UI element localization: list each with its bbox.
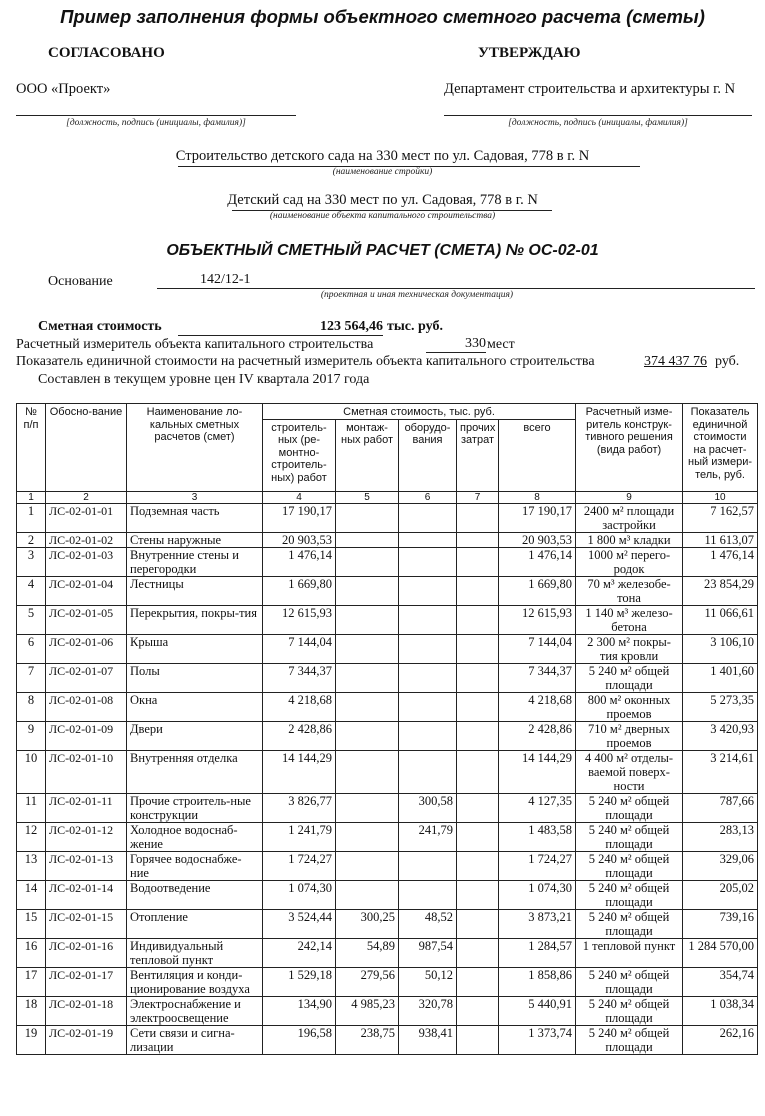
row-code: ЛС-02-01-10 (46, 750, 127, 793)
header-total: всего (499, 419, 576, 491)
table-row (17, 547, 758, 576)
row-code: ЛС-02-01-16 (46, 938, 127, 967)
row-equipment-cost: 987,54 (399, 938, 457, 967)
row-meter: 710 м² дверных проемов (576, 721, 683, 750)
row-code: ЛС-02-01-18 (46, 996, 127, 1025)
row-other-cost (457, 721, 499, 750)
row-total-cost: 3 873,21 (499, 909, 576, 938)
row-total-cost: 4 218,68 (499, 692, 576, 721)
row-total-cost: 4 127,35 (499, 793, 576, 822)
row-other-cost (457, 576, 499, 605)
row-meter: 5 240 м² общей площади (576, 1025, 683, 1054)
row-number: 4 (17, 576, 46, 605)
row-total-cost: 14 144,29 (499, 750, 576, 793)
object-caption: (наименование объекта капитального строительства) (269, 211, 496, 221)
row-total-cost: 1 483,58 (499, 822, 576, 851)
table-row (17, 692, 758, 721)
row-meter: 1 тепловой пункт (576, 938, 683, 967)
row-other-cost (457, 1025, 499, 1054)
row-number: 12 (17, 822, 46, 851)
row-construction-cost: 17 190,17 (263, 503, 336, 532)
row-mounting-cost: 4 985,23 (336, 996, 399, 1025)
row-total-cost: 7 144,04 (499, 634, 576, 663)
row-equipment-cost (399, 851, 457, 880)
header-cost-group: Сметная стоимость, тыс. руб. (263, 404, 576, 420)
basis-label: Основание (48, 274, 113, 289)
cost-unit: тыс. руб. (387, 319, 443, 334)
row-equipment-cost: 938,41 (399, 1025, 457, 1054)
row-number: 5 (17, 605, 46, 634)
row-construction-cost: 134,90 (263, 996, 336, 1025)
row-code: ЛС-02-01-09 (46, 721, 127, 750)
column-number: 2 (46, 491, 127, 503)
row-meter: 1 800 м³ кладки (576, 532, 683, 547)
row-name: Крыша (127, 634, 263, 663)
row-meter: 5 240 м² общей площади (576, 851, 683, 880)
row-equipment-cost (399, 750, 457, 793)
row-other-cost (457, 996, 499, 1025)
row-meter: 5 240 м² общей площади (576, 822, 683, 851)
row-total-cost: 7 344,37 (499, 663, 576, 692)
column-number: 3 (127, 491, 263, 503)
row-number: 13 (17, 851, 46, 880)
basis-value: 142/12-1 (200, 272, 251, 287)
row-code: ЛС-02-01-08 (46, 692, 127, 721)
row-mounting-cost (336, 793, 399, 822)
row-meter: 5 240 м² общей площади (576, 663, 683, 692)
table-row (17, 822, 758, 851)
table-row (17, 1025, 758, 1054)
row-indicator: 283,13 (683, 822, 758, 851)
row-equipment-cost: 320,78 (399, 996, 457, 1025)
row-other-cost (457, 663, 499, 692)
row-number: 3 (17, 547, 46, 576)
header-indicator: Показатель единичной стоимости на расчет-ный измери-тель, руб. (683, 404, 758, 492)
row-mounting-cost (336, 692, 399, 721)
row-number: 11 (17, 793, 46, 822)
construction-caption: (наименование стройки) (332, 167, 433, 177)
row-mounting-cost (336, 634, 399, 663)
row-other-cost (457, 532, 499, 547)
row-meter: 2 300 м² покры-тия кровли (576, 634, 683, 663)
row-construction-cost: 12 615,93 (263, 605, 336, 634)
row-indicator: 354,74 (683, 967, 758, 996)
row-other-cost (457, 880, 499, 909)
row-number: 17 (17, 967, 46, 996)
table-row (17, 663, 758, 692)
basis-caption: (проектная и иная техническая документация) (320, 290, 514, 300)
table-row (17, 909, 758, 938)
row-code: ЛС-02-01-04 (46, 576, 127, 605)
column-number: 8 (499, 491, 576, 503)
row-number: 10 (17, 750, 46, 793)
column-number: 9 (576, 491, 683, 503)
row-mounting-cost (336, 721, 399, 750)
row-code: ЛС-02-01-01 (46, 503, 127, 532)
approved-heading: УТВЕРЖДАЮ (478, 45, 581, 61)
row-total-cost: 1 284,57 (499, 938, 576, 967)
row-mounting-cost (336, 503, 399, 532)
row-equipment-cost: 241,79 (399, 822, 457, 851)
row-mounting-cost: 279,56 (336, 967, 399, 996)
row-construction-cost: 3 524,44 (263, 909, 336, 938)
row-construction-cost: 3 826,77 (263, 793, 336, 822)
row-other-cost (457, 909, 499, 938)
row-mounting-cost (336, 822, 399, 851)
row-equipment-cost (399, 880, 457, 909)
header-num: № п/п (17, 404, 46, 492)
row-mounting-cost (336, 880, 399, 909)
header-construction: строитель-ных (ре-монтно-строитель-ных) работ (263, 419, 336, 491)
row-equipment-cost (399, 692, 457, 721)
row-name: Горячее водоснабже-ние (127, 851, 263, 880)
row-construction-cost: 7 144,04 (263, 634, 336, 663)
row-code: ЛС-02-01-19 (46, 1025, 127, 1054)
table-row (17, 605, 758, 634)
construction-name: Строительство детского сада на 330 мест по ул. Садовая, 778 в г. N (175, 148, 590, 164)
row-mounting-cost: 300,25 (336, 909, 399, 938)
page-title: Пример заполнения формы объектного сметного расчета (сметы) (60, 6, 705, 27)
row-construction-cost: 1 529,18 (263, 967, 336, 996)
table-row (17, 967, 758, 996)
row-equipment-cost (399, 663, 457, 692)
row-indicator: 7 162,57 (683, 503, 758, 532)
row-code: ЛС-02-01-17 (46, 967, 127, 996)
row-number: 2 (17, 532, 46, 547)
row-number: 9 (17, 721, 46, 750)
row-meter: 5 240 м² общей площади (576, 967, 683, 996)
row-total-cost: 1 669,80 (499, 576, 576, 605)
row-mounting-cost (336, 750, 399, 793)
row-construction-cost: 14 144,29 (263, 750, 336, 793)
row-equipment-cost: 300,58 (399, 793, 457, 822)
table-row (17, 634, 758, 663)
row-mounting-cost (336, 547, 399, 576)
row-name: Электроснабжение и электроосвещение (127, 996, 263, 1025)
row-indicator: 205,02 (683, 880, 758, 909)
row-construction-cost: 2 428,86 (263, 721, 336, 750)
row-name: Сети связи и сигна-лизации (127, 1025, 263, 1054)
row-equipment-cost (399, 634, 457, 663)
row-construction-cost: 20 903,53 (263, 532, 336, 547)
row-number: 14 (17, 880, 46, 909)
table-row (17, 750, 758, 793)
row-construction-cost: 4 218,68 (263, 692, 336, 721)
row-total-cost: 1 858,86 (499, 967, 576, 996)
row-construction-cost: 1 724,27 (263, 851, 336, 880)
row-meter: 5 240 м² общей площади (576, 793, 683, 822)
row-equipment-cost (399, 547, 457, 576)
row-total-cost: 17 190,17 (499, 503, 576, 532)
row-code: ЛС-02-01-12 (46, 822, 127, 851)
row-number: 16 (17, 938, 46, 967)
row-equipment-cost (399, 605, 457, 634)
row-code: ЛС-02-01-13 (46, 851, 127, 880)
unit-cost-value: 374 437 76 (644, 354, 707, 369)
row-total-cost: 1 373,74 (499, 1025, 576, 1054)
unit-cost-unit: руб. (715, 354, 740, 369)
header-mounting: монтаж-ных работ (336, 419, 399, 491)
row-equipment-cost: 48,52 (399, 909, 457, 938)
row-total-cost: 20 903,53 (499, 532, 576, 547)
column-number: 4 (263, 491, 336, 503)
cost-value: 123 564,46 (178, 319, 383, 336)
row-indicator: 11 066,61 (683, 605, 758, 634)
row-indicator: 3 420,93 (683, 721, 758, 750)
meter-unit: мест (487, 337, 515, 352)
row-indicator: 1 476,14 (683, 547, 758, 576)
row-other-cost (457, 851, 499, 880)
table-row (17, 880, 758, 909)
table-row (17, 996, 758, 1025)
row-mounting-cost: 238,75 (336, 1025, 399, 1054)
row-code: ЛС-02-01-05 (46, 605, 127, 634)
meter-label: Расчетный измеритель объекта капитального строительства (16, 337, 374, 352)
row-mounting-cost (336, 576, 399, 605)
agreed-caption: [должность, подпись (инициалы, фамилия)] (66, 118, 246, 128)
column-number: 6 (399, 491, 457, 503)
row-total-cost: 2 428,86 (499, 721, 576, 750)
row-name: Вентиляция и конди-ционирование воздуха (127, 967, 263, 996)
row-name: Двери (127, 721, 263, 750)
row-total-cost: 1 724,27 (499, 851, 576, 880)
row-construction-cost: 7 344,37 (263, 663, 336, 692)
estimate-table (16, 403, 758, 1055)
row-code: ЛС-02-01-06 (46, 634, 127, 663)
row-mounting-cost (336, 532, 399, 547)
row-other-cost (457, 547, 499, 576)
row-number: 18 (17, 996, 46, 1025)
row-code: ЛС-02-01-02 (46, 532, 127, 547)
row-meter: 1000 м² перего-родок (576, 547, 683, 576)
row-number: 15 (17, 909, 46, 938)
row-name: Отопление (127, 909, 263, 938)
row-equipment-cost (399, 721, 457, 750)
table-row (17, 721, 758, 750)
row-name: Прочие строитель-ные конструкции (127, 793, 263, 822)
table-row (17, 793, 758, 822)
table-row (17, 851, 758, 880)
row-other-cost (457, 822, 499, 851)
row-name: Окна (127, 692, 263, 721)
row-mounting-cost (336, 663, 399, 692)
row-other-cost (457, 967, 499, 996)
row-meter: 800 м² оконных проемов (576, 692, 683, 721)
row-number: 8 (17, 692, 46, 721)
row-mounting-cost (336, 851, 399, 880)
row-construction-cost: 196,58 (263, 1025, 336, 1054)
row-indicator: 3 214,61 (683, 750, 758, 793)
row-other-cost (457, 938, 499, 967)
row-code: ЛС-02-01-11 (46, 793, 127, 822)
row-indicator: 1 038,34 (683, 996, 758, 1025)
row-name: Внутренняя отделка (127, 750, 263, 793)
row-indicator: 23 854,29 (683, 576, 758, 605)
row-meter: 1 140 м³ железо-бетона (576, 605, 683, 634)
row-construction-cost: 242,14 (263, 938, 336, 967)
row-total-cost: 1 074,30 (499, 880, 576, 909)
row-indicator: 5 273,35 (683, 692, 758, 721)
row-number: 7 (17, 663, 46, 692)
row-number: 19 (17, 1025, 46, 1054)
approved-org: Департамент строительства и архитектуры г. N (444, 81, 736, 97)
price-level: Составлен в текущем уровне цен IV квартала 2017 года (38, 372, 370, 387)
table-row (17, 503, 758, 532)
row-total-cost: 1 476,14 (499, 547, 576, 576)
header-meter: Расчетный изме-ритель конструк-тивного решения (вида работ) (576, 404, 683, 492)
agreed-heading: СОГЛАСОВАНО (48, 45, 165, 61)
approved-caption: [должность, подпись (инициалы, фамилия)] (508, 118, 688, 128)
row-construction-cost: 1 241,79 (263, 822, 336, 851)
basis-line (157, 288, 755, 289)
row-name: Лестницы (127, 576, 263, 605)
row-meter: 5 240 м² общей площади (576, 880, 683, 909)
row-other-cost (457, 605, 499, 634)
row-total-cost: 5 440,91 (499, 996, 576, 1025)
header-name: Наименование ло-кальных сметных расчетов (смет) (127, 404, 263, 492)
column-number: 7 (457, 491, 499, 503)
row-meter: 5 240 м² общей площади (576, 909, 683, 938)
table-row (17, 576, 758, 605)
row-name: Стены наружные (127, 532, 263, 547)
row-indicator: 3 106,10 (683, 634, 758, 663)
table-row (17, 532, 758, 547)
row-equipment-cost (399, 576, 457, 605)
row-equipment-cost (399, 503, 457, 532)
row-total-cost: 12 615,93 (499, 605, 576, 634)
column-number-row (17, 491, 758, 503)
row-equipment-cost: 50,12 (399, 967, 457, 996)
row-code: ЛС-02-01-07 (46, 663, 127, 692)
row-name: Индивидуальный тепловой пункт (127, 938, 263, 967)
row-indicator: 1 401,60 (683, 663, 758, 692)
row-equipment-cost (399, 532, 457, 547)
row-mounting-cost: 54,89 (336, 938, 399, 967)
row-other-cost (457, 503, 499, 532)
header-other: прочих затрат (457, 419, 499, 491)
row-name: Внутренние стены и перегородки (127, 547, 263, 576)
header-equipment: оборудо-вания (399, 419, 457, 491)
agreed-signature-line (16, 115, 296, 116)
agreed-org: ООО «Проект» (16, 81, 111, 97)
unit-cost-label: Показатель единичной стоимости на расчетный измеритель объекта капитального строительства (16, 354, 595, 369)
row-indicator: 787,66 (683, 793, 758, 822)
table-row (17, 938, 758, 967)
row-indicator: 262,16 (683, 1025, 758, 1054)
row-name: Водоотведение (127, 880, 263, 909)
row-code: ЛС-02-01-03 (46, 547, 127, 576)
row-indicator: 739,16 (683, 909, 758, 938)
row-indicator: 1 284 570,00 (683, 938, 758, 967)
row-construction-cost: 1 074,30 (263, 880, 336, 909)
row-other-cost (457, 793, 499, 822)
row-other-cost (457, 634, 499, 663)
row-mounting-cost (336, 605, 399, 634)
row-meter: 70 м³ железобе-тона (576, 576, 683, 605)
row-construction-cost: 1 669,80 (263, 576, 336, 605)
row-meter: 5 240 м² общей площади (576, 996, 683, 1025)
meter-value: 330 (426, 336, 486, 353)
row-other-cost (457, 750, 499, 793)
row-meter: 2400 м² площади застройки (576, 503, 683, 532)
row-other-cost (457, 692, 499, 721)
row-indicator: 329,06 (683, 851, 758, 880)
cost-label: Сметная стоимость (38, 319, 162, 334)
object-name: Детский сад на 330 мест по ул. Садовая, 778 в г. N (227, 192, 538, 208)
row-construction-cost: 1 476,14 (263, 547, 336, 576)
column-number: 10 (683, 491, 758, 503)
row-name: Подземная часть (127, 503, 263, 532)
row-code: ЛС-02-01-14 (46, 880, 127, 909)
column-number: 1 (17, 491, 46, 503)
row-code: ЛС-02-01-15 (46, 909, 127, 938)
row-name: Холодное водоснаб-жение (127, 822, 263, 851)
document-title: ОБЪЕКТНЫЙ СМЕТНЫЙ РАСЧЕТ (СМЕТА) № ОС-02-01 (166, 242, 599, 259)
approved-signature-line (444, 115, 752, 116)
row-meter: 4 400 м² отделы-ваемой поверх-ности (576, 750, 683, 793)
header-basis: Обосно-вание (46, 404, 127, 492)
row-number: 6 (17, 634, 46, 663)
column-number: 5 (336, 491, 399, 503)
row-indicator: 11 613,07 (683, 532, 758, 547)
row-name: Перекрытия, покры-тия (127, 605, 263, 634)
row-number: 1 (17, 503, 46, 532)
row-name: Полы (127, 663, 263, 692)
